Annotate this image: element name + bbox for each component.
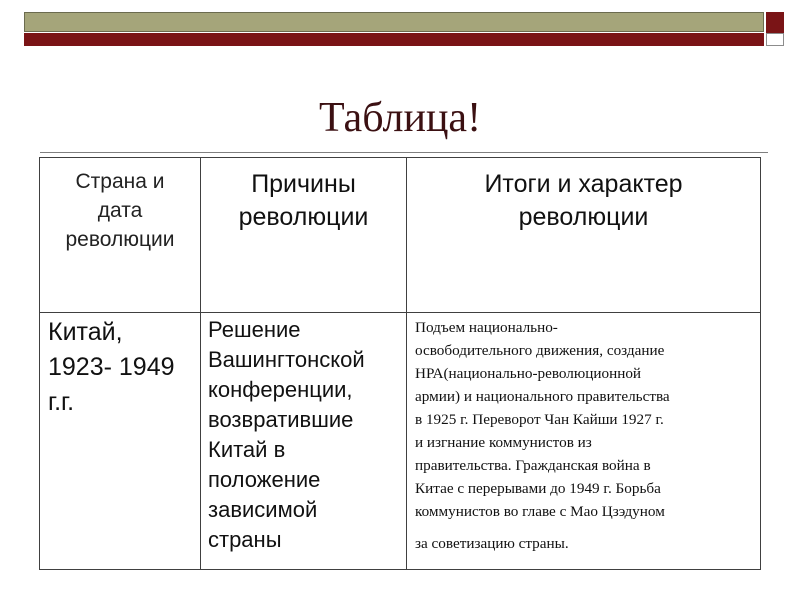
revolution-table (39, 157, 761, 570)
decor-maroon-square (766, 12, 784, 33)
cell-results (407, 313, 761, 570)
table-row (40, 313, 761, 570)
header-causes: Причины революции (201, 158, 407, 313)
header-country: Страна и дата революции (40, 158, 201, 313)
cell-results-main: Подъем национально- освободительного движения, создание НРА(национально-революционной армии) и национального правительства в 1925 г. Переворот Чан Кайши 1927 г. и изгнание коммунистов из правительства. Гражданская война в Китае с перерывами до 1949 г. Борьба коммунистов во главе с Мао Цзэдуном (415, 319, 670, 520)
cell-country: Китай, 1923- 1949 г.г. (40, 313, 201, 570)
cell-results-last: за советизацию страны. (415, 535, 569, 552)
cell-causes: Решение Вашингтонской конференции, возвратившие Китай в положение зависимой страны (201, 313, 407, 570)
decor-olive-bar (24, 12, 764, 32)
table-top-rule (40, 152, 768, 153)
header-results: Итоги и характер революции (407, 158, 761, 313)
table-header-row (40, 158, 761, 313)
decor-white-square (766, 33, 784, 46)
slide-title: Таблица! (318, 95, 482, 141)
decor-maroon-bar (24, 33, 764, 46)
